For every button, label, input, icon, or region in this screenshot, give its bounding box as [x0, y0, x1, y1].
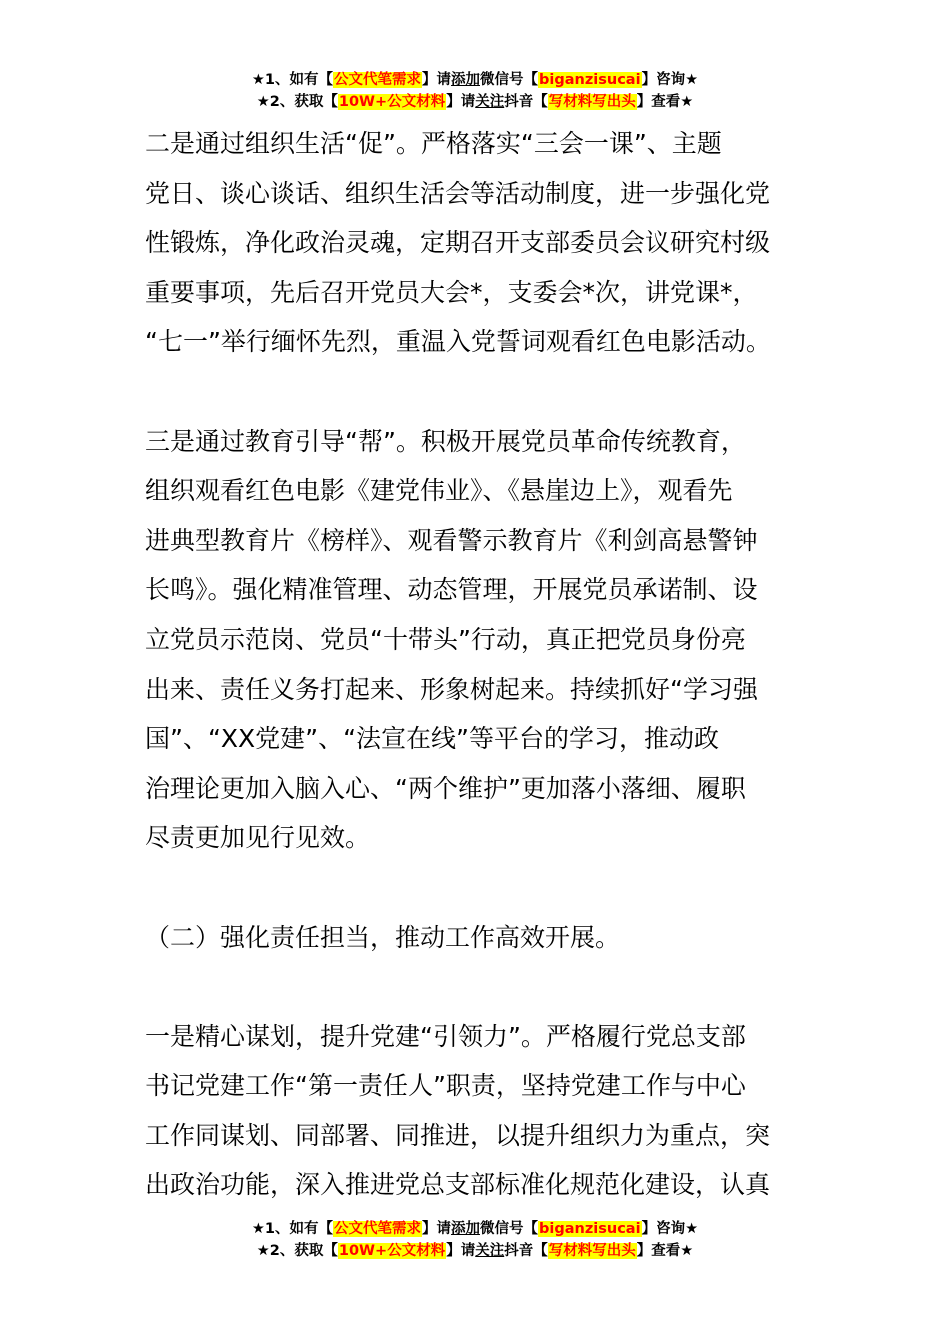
banner-text: 】咨询: [641, 1221, 686, 1237]
banner-underlined: 添加: [451, 1221, 481, 1237]
banner-text: 微信号【: [480, 72, 539, 88]
banner-highlight: biganzisucai: [539, 72, 641, 88]
banner-underlined: 关注: [475, 94, 505, 110]
text-line: 立党员示范岗、党员“十带头”行动，真正把党员身份亮: [145, 624, 746, 654]
banner-text: 微信号【: [480, 1221, 539, 1237]
text-line: “七一”举行缅怀先烈，重温入党誓词观看红色电影活动。: [145, 327, 771, 357]
star-icon: ★: [251, 72, 265, 88]
text-line: 二是通过组织生活“促”。严格落实“三会一课”、主题: [145, 129, 722, 158]
banner-highlight: 写材料写出头: [548, 1243, 636, 1259]
banner-text: 】请: [446, 94, 476, 110]
banner-highlight: 10W+公文材料: [338, 1243, 446, 1259]
paragraph-organizational-life: [145, 119, 809, 367]
text-line: 书记党建工作“第一责任人”职责，坚持党建工作与中心: [145, 1071, 746, 1101]
banner-highlight: 公文代笔需求: [334, 72, 422, 88]
banner-text: 】请: [422, 1221, 452, 1237]
banner-text: 1、如有【: [264, 1221, 334, 1237]
footer-banner: [0, 1218, 950, 1262]
text-line: 长鸣》。强化精准管理、动态管理，开展党员承诺制、设: [145, 575, 758, 605]
banner-line-1: [0, 69, 950, 91]
banner-line-2: [0, 1240, 950, 1262]
paragraph-gap: [145, 863, 809, 913]
banner-text: 】查看: [636, 94, 681, 110]
star-icon: ★: [685, 72, 699, 88]
paragraph-gap: [145, 367, 809, 417]
text-line: 组织观看红色电影《建党伟业》、《悬崖边上》，观看先: [145, 476, 733, 506]
header-banner: [0, 69, 950, 113]
section-heading: [145, 913, 809, 963]
banner-text: 抖音【: [504, 94, 548, 110]
text-line: 党日、谈心谈话、组织生活会等活动制度，进一步强化党: [145, 178, 771, 208]
banner-highlight: biganzisucai: [539, 1221, 641, 1237]
banner-highlight: 公文代笔需求: [334, 1221, 422, 1237]
banner-text: 】请: [446, 1243, 476, 1259]
text-line: 一是精心谋划，提升党建“引领力”。严格履行党总支部: [145, 1021, 746, 1051]
star-icon: ★: [685, 1221, 699, 1237]
document-body: [145, 119, 809, 1210]
text-line: 性锻炼，净化政治灵魂，定期召开支部委员会议研究村级: [145, 228, 771, 258]
paragraph-education: [145, 417, 809, 863]
banner-text: 2、获取【: [269, 1243, 338, 1259]
star-icon: ★: [256, 1243, 270, 1259]
star-icon: ★: [251, 1221, 265, 1237]
banner-text: 2、获取【: [269, 94, 338, 110]
text-line: 治理论更加入脑入心、“两个维护”更加落小落细、履职: [145, 773, 746, 803]
text-line: 国”、“XX党建”、“法宣在线”等平台的学习，推动政: [145, 724, 720, 754]
banner-text: 】请: [422, 72, 452, 88]
paragraph-planning: [145, 1012, 809, 1210]
text-line: 工作同谋划、同部署、同推进，以提升组织力为重点，突: [145, 1120, 771, 1150]
star-icon: ★: [680, 1243, 694, 1259]
banner-text: 抖音【: [504, 1243, 548, 1259]
banner-line-1: [0, 1218, 950, 1240]
text-line: 进典型教育片《榜样》、观看警示教育片《利剑高悬警钟: [145, 525, 758, 555]
text-line: 三是通过教育引导“帮”。积极开展党员革命传统教育，: [145, 426, 746, 456]
text-line: （二）强化责任担当，推动工作高效开展。: [145, 922, 621, 952]
banner-highlight: 写材料写出头: [548, 94, 636, 110]
text-line: 尽责更加见行见效。: [145, 823, 371, 853]
text-line: 重要事项，先后召开党员大会*，支委会*次，讲党课*，: [145, 277, 758, 307]
banner-underlined: 添加: [451, 72, 481, 88]
banner-text: 】咨询: [641, 72, 686, 88]
paragraph-gap: [145, 962, 809, 1012]
star-icon: ★: [680, 94, 694, 110]
banner-underlined: 关注: [475, 1243, 505, 1259]
banner-line-2: [0, 91, 950, 113]
star-icon: ★: [256, 94, 270, 110]
banner-text: 1、如有【: [264, 72, 334, 88]
text-line: 出来、责任义务打起来、形象树起来。持续抓好“学习强: [145, 674, 758, 704]
banner-highlight: 10W+公文材料: [338, 94, 446, 110]
text-line: 出政治功能，深入推进党总支部标准化规范化建设，认真: [145, 1170, 771, 1200]
banner-text: 】查看: [636, 1243, 681, 1259]
